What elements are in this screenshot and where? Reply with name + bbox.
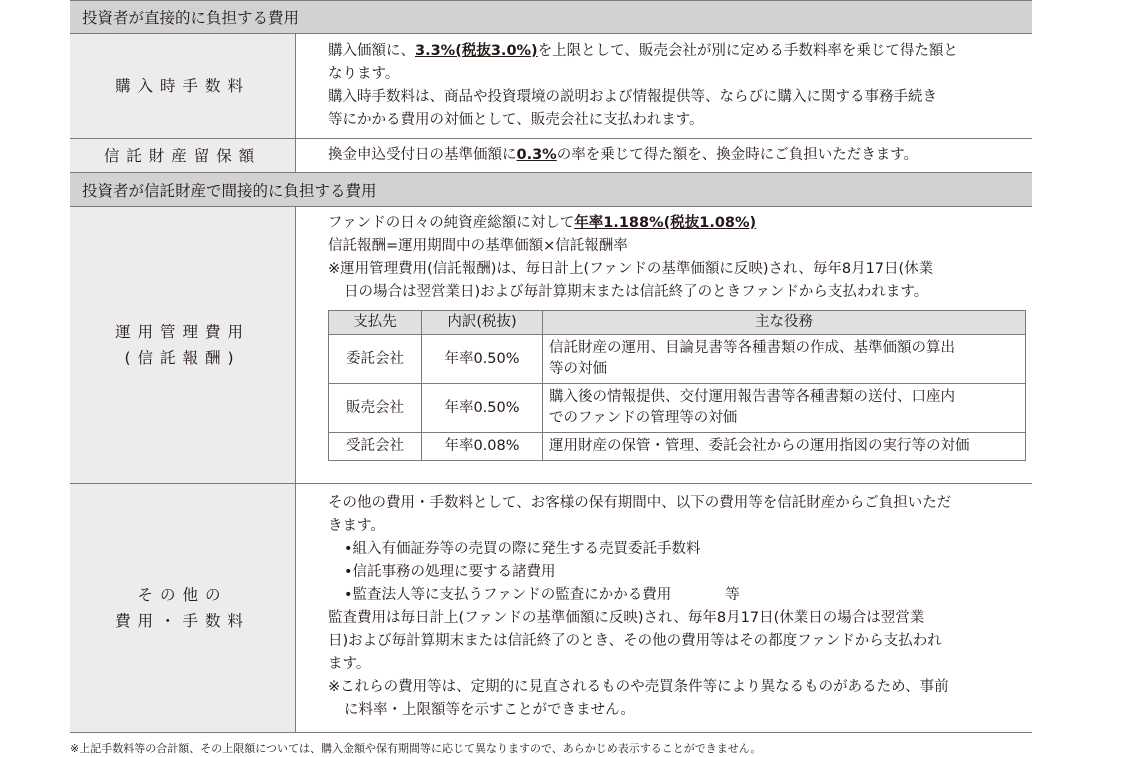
retention-content: [296, 139, 1032, 172]
other-fees-note: に料率・上限額等を示すことができません。: [344, 702, 635, 718]
retention-label: [70, 139, 296, 172]
section-direct-header: [70, 0, 1032, 34]
retention-text: 換金申込受付日の基準価額に: [328, 147, 517, 163]
management-fee-row: [70, 207, 1032, 484]
role-text: 信託財産の運用、目論見書等各種書類の作成、基準価額の算出: [549, 340, 955, 356]
retention-row: [70, 139, 1032, 173]
retention-label-text: 信託財産留保額: [103, 146, 262, 165]
purchase-fee-text: 等にかかる費用の対価として、販売会社に支払われます。: [328, 112, 704, 128]
other-fees-note: ※これらの費用等は、定期的に見直されるものや売買条件等により異なるものがあるため、事前: [328, 679, 949, 695]
fee-breakdown-table: [328, 310, 1026, 461]
other-fees-row: [70, 484, 1032, 733]
management-fee-content: [296, 207, 1034, 483]
other-fees-text: その他の費用・手数料として、お客様の保有期間中、以下の費用等を信託財産からご負担いただ: [328, 495, 952, 511]
retention-rate: 0.3%: [516, 147, 557, 163]
purchase-fee-rate: 3.3%(税抜3.0%): [415, 43, 538, 59]
management-fee-note: 日の場合は翌営業日)および毎計算期末または信託終了のときファンドから支払われます。: [344, 284, 929, 300]
purchase-fee-text: なります。: [328, 66, 400, 82]
table-row: [329, 335, 1026, 384]
table-row: [329, 433, 1026, 461]
management-fee-text: ファンドの日々の純資産総額に対して: [328, 215, 575, 231]
section-direct-title: 投資者が直接的に負担する費用: [82, 9, 300, 27]
purchase-fee-text: を上限として、販売会社が別に定める手数料率を乗じて得た額と: [537, 43, 958, 59]
purchase-fee-label-text: 購入時手数料: [115, 77, 250, 95]
other-fees-text: 監査費用は毎日計上(ファンドの基準価額に反映)され、毎年8月17日(休業日の場合は翌営業: [328, 610, 925, 626]
role-cell: [543, 433, 1026, 461]
rate-cell: 年率0.50%: [422, 335, 543, 384]
management-fee-formula: 信託報酬=運用期間中の基準価額×信託報酬率: [328, 238, 628, 254]
management-fee-label-line1: 運用管理費用: [115, 323, 250, 341]
other-fees-label-line1: その他の: [137, 586, 228, 604]
footnote: ※上記手数料等の合計額、その上限額については、購入金額や保有期間等に応じて異なりますので、あらかじめ表示することができません。: [70, 742, 762, 755]
role-text: 等の対価: [549, 361, 607, 377]
management-fee-label: [70, 207, 296, 483]
other-fees-bullet: •監査法人等に支払うファンドの監査にかかる費用: [344, 587, 672, 603]
section-indirect-header: [70, 173, 1032, 207]
role-cell: [543, 335, 1026, 384]
management-fee-rate: 年率1.188%(税抜1.08%): [574, 215, 757, 231]
purchase-fee-row: [70, 34, 1032, 139]
other-fees-text: 日)および毎計算期末または信託終了のとき、その他の費用等はその都度ファンドから支払われ: [328, 633, 942, 649]
role-text: 購入後の情報提供、交付運用報告書等各種書類の送付、口座内: [549, 389, 955, 405]
role-cell: [543, 384, 1026, 433]
other-fees-label-line2: 費用・手数料: [115, 612, 250, 630]
header-main-role: 主な役務: [543, 311, 1026, 335]
retention-text: の率を乗じて得た額を、換金時にご負担いただきます。: [556, 147, 919, 163]
purchase-fee-text: 購入時手数料は、商品や投資環境の説明および情報提供等、ならびに購入に関する事務手続き: [328, 89, 937, 105]
other-fees-text: きます。: [328, 518, 385, 534]
other-fees-bullet: •信託事務の処理に要する諸費用: [344, 564, 556, 580]
management-fee-label-line2: (信託報酬): [124, 349, 241, 367]
payee-cell: 委託会社: [329, 335, 422, 384]
role-text: 運用財産の保管・管理、委託会社からの運用指図の実行等の対価: [549, 438, 970, 454]
other-fees-label: [70, 484, 296, 732]
purchase-fee-content: [296, 34, 1032, 138]
purchase-fee-text: 購入価額に、: [328, 43, 415, 59]
header-payee: 支払先: [329, 311, 422, 335]
payee-cell: 受託会社: [329, 433, 422, 461]
purchase-fee-label: [70, 34, 296, 138]
fee-table: [70, 0, 1032, 733]
other-fees-bullet-suffix: 等: [725, 587, 740, 603]
section-indirect-title: 投資者が信託財産で間接的に負担する費用: [82, 181, 377, 200]
other-fees-content: [296, 484, 1032, 732]
role-text: でのファンドの管理等の対価: [549, 410, 738, 426]
other-fees-bullet: •組入有価証券等の売買の際に発生する売買委託手数料: [344, 541, 701, 557]
header-breakdown: 内訳(税抜): [422, 311, 543, 335]
management-fee-note: ※運用管理費用(信託報酬)は、毎日計上(ファンドの基準価額に反映)され、毎年8月17日(休業: [328, 261, 934, 277]
table-row: [329, 384, 1026, 433]
payee-cell: 販売会社: [329, 384, 422, 433]
other-fees-text: ます。: [328, 656, 371, 672]
fee-breakdown-header-row: [329, 311, 1026, 335]
rate-cell: 年率0.50%: [422, 384, 543, 433]
rate-cell: 年率0.08%: [422, 433, 543, 461]
